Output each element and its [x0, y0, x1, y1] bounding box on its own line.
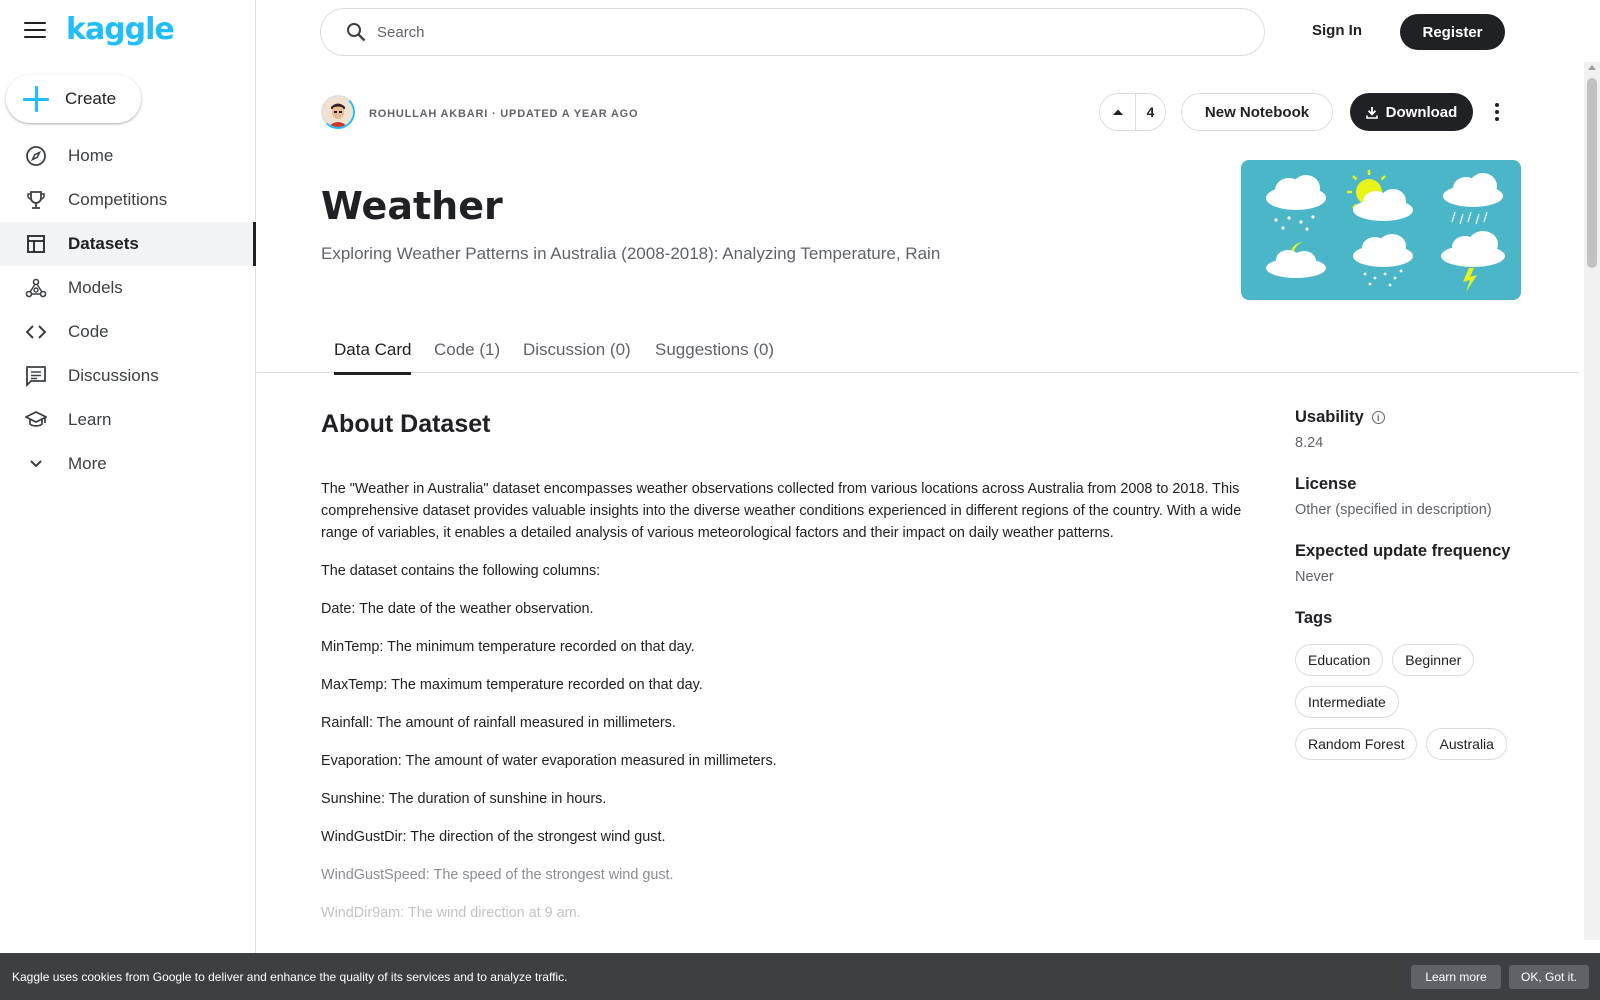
- vote-count: 4: [1146, 104, 1155, 120]
- sidebar-item-label: Code: [68, 322, 109, 341]
- avatar[interactable]: [321, 95, 355, 129]
- sidebar-item-competitions[interactable]: [0, 178, 256, 222]
- chevron-down-icon: [24, 452, 48, 476]
- column-description: WindGustSpeed: The speed of the strongest wind gust.: [321, 867, 674, 883]
- compass-icon: [24, 144, 48, 168]
- new-notebook-button[interactable]: New Notebook: [1181, 93, 1333, 131]
- sign-in-button[interactable]: Sign In: [1312, 22, 1362, 39]
- page-scrollbar[interactable]: [1584, 62, 1600, 940]
- tag-chip[interactable]: Australia: [1426, 728, 1506, 760]
- download-button[interactable]: [1350, 93, 1473, 131]
- update-frequency-label: Expected update frequency: [1295, 542, 1511, 560]
- update-frequency-value: Never: [1295, 569, 1334, 585]
- accept-cookies-button[interactable]: OK, Got it.: [1509, 965, 1589, 989]
- trophy-icon: [24, 188, 48, 212]
- sidebar-item-label: Models: [68, 278, 123, 297]
- column-description: WindDir9am: The wind direction at 9 am.: [321, 905, 581, 921]
- cookie-text: Kaggle uses cookies from Google to deliver and enhance the quality of its services and to analyze traffic.: [12, 969, 568, 984]
- dataset-meta: ROHULLAH AKBARI · UPDATED A YEAR AGO: [369, 108, 639, 120]
- sidebar-nav: [0, 134, 256, 486]
- plus-icon: [23, 86, 49, 112]
- kaggle-logo[interactable]: kaggle: [66, 12, 174, 47]
- tag-chip[interactable]: Random Forest: [1295, 728, 1417, 760]
- tag-chip[interactable]: Education: [1295, 644, 1383, 676]
- sidebar-item-label: Discussions: [68, 366, 159, 385]
- models-icon: [24, 276, 48, 300]
- license-label: License: [1295, 475, 1357, 493]
- info-icon[interactable]: i: [1372, 411, 1385, 424]
- cookie-banner: [0, 953, 1600, 1000]
- about-dataset-heading: About Dataset: [321, 410, 491, 438]
- sidebar-item-label: Learn: [68, 410, 112, 429]
- column-description: Date: The date of the weather observation.: [321, 601, 594, 617]
- learn-more-button[interactable]: Learn more: [1411, 965, 1501, 989]
- comment-icon: [24, 364, 48, 388]
- description-paragraph: The dataset contains the following columns:: [321, 563, 601, 579]
- sidebar-item-more[interactable]: [0, 442, 256, 486]
- sidebar-item-label: Datasets: [68, 234, 139, 253]
- register-button[interactable]: Register: [1400, 14, 1505, 50]
- dataset-cover-image: [1241, 160, 1521, 300]
- sidebar-item-discussions[interactable]: [0, 354, 256, 398]
- download-icon: [1366, 106, 1378, 119]
- scroll-thumb[interactable]: [1587, 78, 1597, 268]
- license-value: Other (specified in description): [1295, 502, 1492, 518]
- tab-data-card[interactable]: Data Card: [334, 340, 411, 375]
- scroll-up-arrow-icon[interactable]: [1588, 65, 1596, 70]
- code-icon: [24, 320, 48, 344]
- usability-value: 8.24: [1295, 435, 1324, 451]
- sidebar-item-learn[interactable]: [0, 398, 256, 442]
- school-icon: [24, 408, 48, 432]
- search-input[interactable]: [377, 24, 1197, 41]
- column-description: MinTemp: The minimum temperature recorded on that day.: [321, 639, 695, 655]
- sidebar-item-home[interactable]: [0, 134, 256, 178]
- download-label: Download: [1385, 103, 1458, 121]
- column-description: Evaporation: The amount of water evaporation measured in millimeters.: [321, 753, 777, 769]
- dataset-info-panel: [1295, 408, 1555, 770]
- description-paragraph: The "Weather in Australia" dataset encompasses weather observations collected from various locations across Australia from 2008 to 2018. This comprehensive dataset provides valuable insights into the diverse weather conditions experienced in different regions of the country. With a wide range of variables, it enables a detailed analysis of various meteorological factors and their impact on daily weather patterns.: [321, 481, 1242, 541]
- usability-label: Usability: [1295, 408, 1364, 426]
- tab-code[interactable]: Code (1): [434, 340, 501, 359]
- menu-icon[interactable]: [24, 22, 46, 40]
- tab-bar: [257, 332, 1579, 373]
- table-icon: [24, 232, 48, 256]
- column-description: Rainfall: The amount of rainfall measured in millimeters.: [321, 715, 676, 731]
- tags-label: Tags: [1295, 609, 1333, 627]
- caret-up-icon: [1112, 108, 1124, 116]
- create-label: Create: [65, 89, 117, 108]
- vote-widget: [1099, 93, 1166, 131]
- sidebar-item-label: More: [68, 454, 107, 473]
- avatar-portrait-icon: [323, 97, 353, 127]
- column-description: Sunshine: The duration of sunshine in hours.: [321, 791, 607, 807]
- tag-list: [1295, 644, 1535, 770]
- page-title: Weather: [321, 184, 503, 228]
- tag-chip[interactable]: Beginner: [1392, 644, 1474, 676]
- upvote-button[interactable]: [1100, 94, 1136, 130]
- weather-illustration-icon: [1241, 160, 1521, 300]
- sidebar-item-label: Home: [68, 146, 114, 165]
- sidebar-item-models[interactable]: [0, 266, 256, 310]
- dataset-description: [321, 478, 1276, 940]
- create-button[interactable]: [6, 75, 141, 123]
- tag-chip[interactable]: Intermediate: [1295, 686, 1399, 718]
- search-icon: [345, 21, 367, 43]
- sidebar-item-label: Competitions: [68, 190, 168, 209]
- dataset-subtitle: Exploring Weather Patterns in Australia (2008-2018): Analyzing Temperature, Rain: [321, 244, 941, 263]
- tab-discussion[interactable]: Discussion (0): [523, 340, 631, 359]
- usability-heading: [1295, 408, 1555, 427]
- sidebar-item-datasets[interactable]: [0, 222, 256, 266]
- sidebar: [0, 0, 256, 1000]
- more-options-icon[interactable]: [1487, 100, 1507, 124]
- sidebar-item-code[interactable]: [0, 310, 256, 354]
- tab-suggestions[interactable]: Suggestions (0): [655, 340, 775, 359]
- column-description: MaxTemp: The maximum temperature recorded on that day.: [321, 677, 703, 693]
- column-description: WindGustDir: The direction of the strongest wind gust.: [321, 829, 666, 845]
- search-bar[interactable]: [320, 8, 1265, 56]
